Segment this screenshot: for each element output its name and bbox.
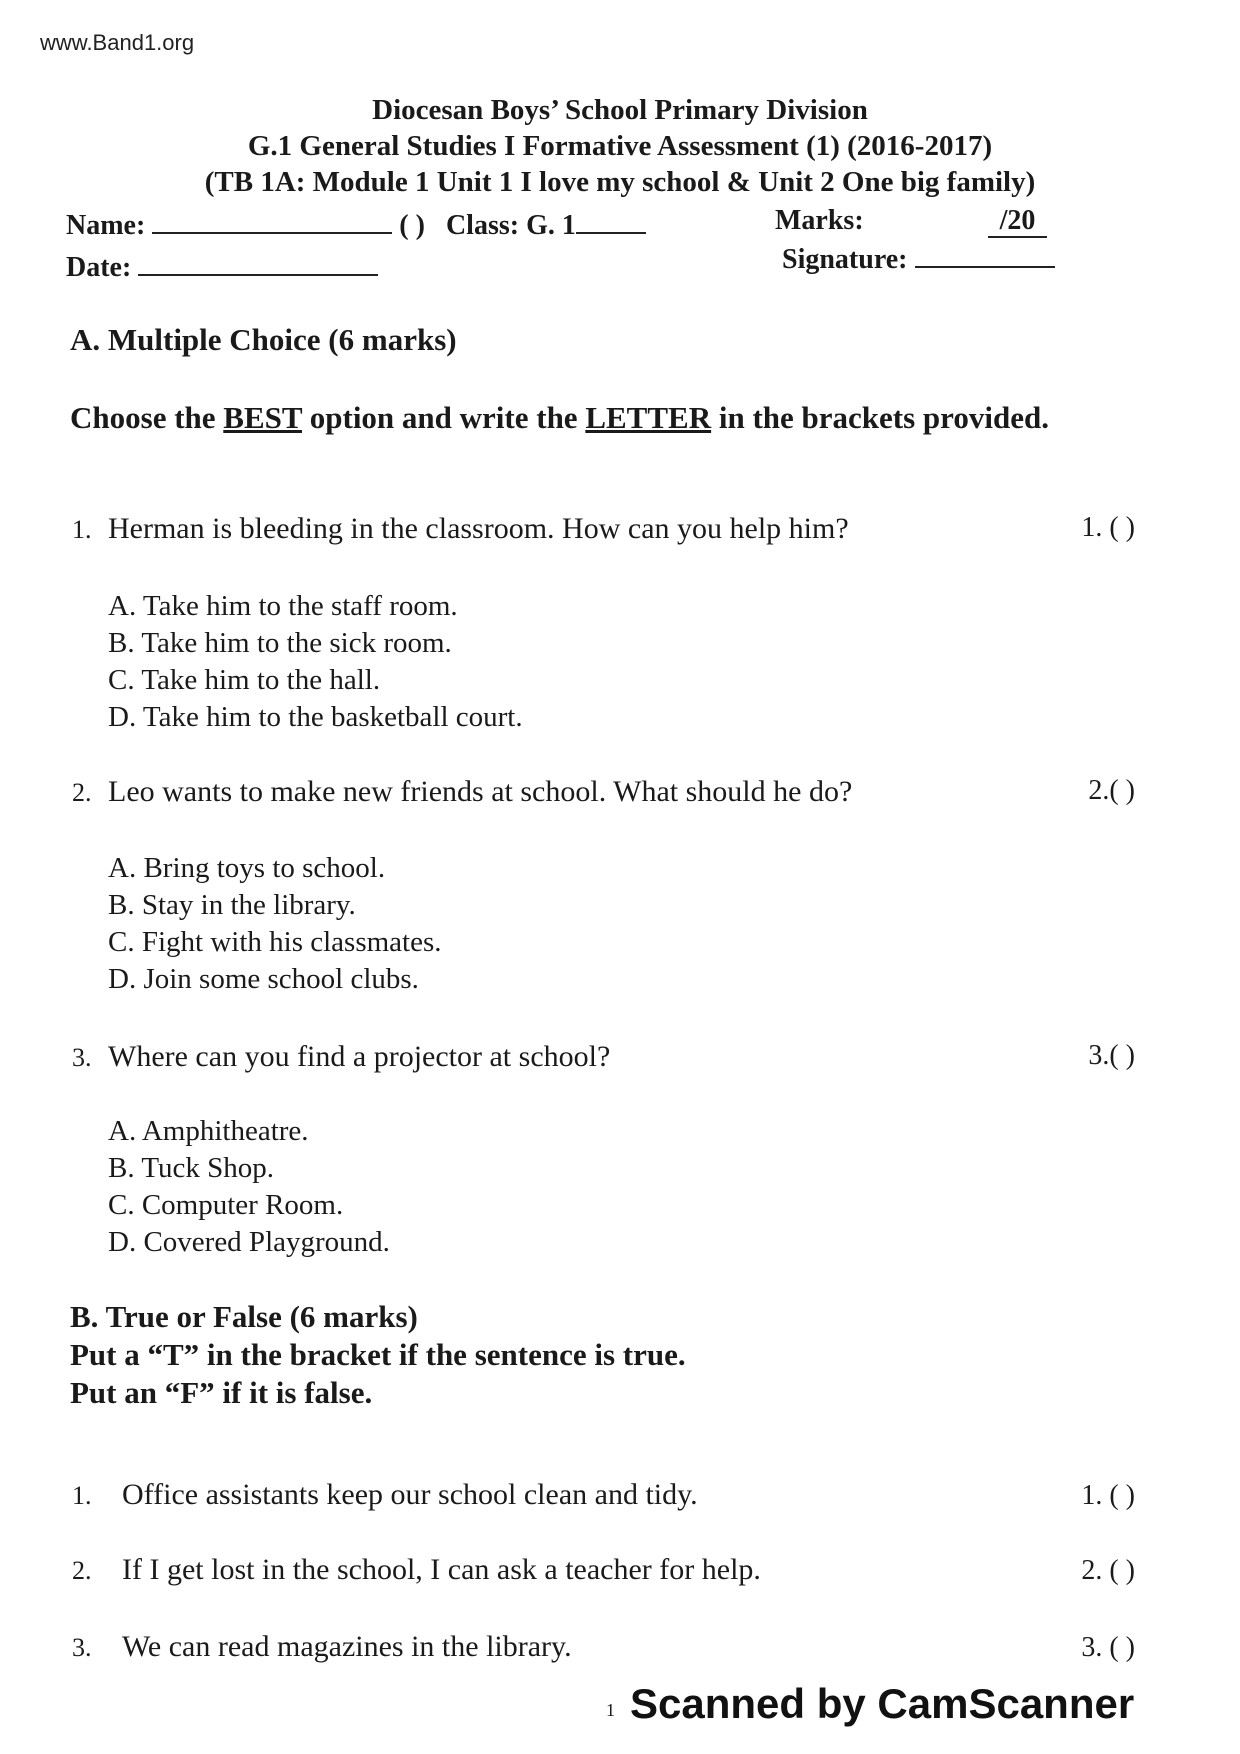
signature-line bbox=[915, 246, 1055, 268]
option-d: D. Join some school clubs. bbox=[108, 963, 419, 995]
option-d: D. Covered Playground. bbox=[108, 1226, 390, 1258]
class-line bbox=[576, 212, 646, 234]
date-field bbox=[66, 252, 378, 284]
camscanner-watermark: Scanned by CamScanner bbox=[630, 1680, 1135, 1727]
class-number-bracket: ( ) bbox=[399, 210, 425, 241]
name-label: Name: bbox=[66, 210, 146, 241]
question-1-options bbox=[108, 588, 523, 736]
option-b: B. Stay in the library. bbox=[108, 889, 356, 921]
option-b: B. Tuck Shop. bbox=[108, 1152, 275, 1184]
assessment-subtitle: (TB 1A: Module 1 Unit 1 I love my school & Unit 2 One big family) bbox=[204, 166, 1036, 198]
signature-field bbox=[782, 244, 1055, 276]
date-label: Date: bbox=[66, 252, 132, 283]
option-a: A. Bring toys to school. bbox=[108, 852, 386, 884]
tf-item-2: 2. If I get lost in the school, I can ask a teacher for help. bbox=[72, 1553, 761, 1586]
option-c: C. Take him to the hall. bbox=[108, 664, 381, 696]
tf-item-1: 1. Office assistants keep our school clean and tidy. bbox=[72, 1478, 698, 1511]
option-d: D. Take him to the basketball court. bbox=[108, 701, 523, 733]
question-3-options bbox=[108, 1113, 390, 1261]
class-label: Class: G. 1 bbox=[445, 210, 576, 241]
signature-label: Signature: bbox=[782, 244, 908, 275]
tf-answer-2[interactable]: 2. ( ) bbox=[1081, 1555, 1135, 1586]
tf-answer-1[interactable]: 1. ( ) bbox=[1081, 1480, 1135, 1511]
answer-bracket-3[interactable]: 3.( ) bbox=[1088, 1040, 1135, 1071]
option-c: C. Computer Room. bbox=[108, 1189, 344, 1221]
letter-emphasis: LETTER bbox=[585, 400, 712, 435]
tf-answer-3[interactable]: 3. ( ) bbox=[1081, 1632, 1135, 1663]
answer-bracket-1[interactable]: 1. ( ) bbox=[1081, 512, 1135, 543]
option-b: B. Take him to the sick room. bbox=[108, 627, 452, 659]
section-b-header bbox=[70, 1298, 686, 1412]
page-number: 1 bbox=[606, 1700, 615, 1720]
question-2: 2. Leo wants to make new friends at school. What should he do? bbox=[72, 775, 853, 808]
site-url: www.Band1.org bbox=[40, 30, 195, 55]
section-a-instruction: Choose the BEST option and write the LETTER in the brackets provided. bbox=[70, 400, 1049, 435]
assessment-title: G.1 General Studies I Formative Assessment (1) (2016-2017) bbox=[247, 130, 993, 162]
tf-item-3: 3. We can read magazines in the library. bbox=[72, 1630, 572, 1663]
section-b-line2: Put an “F” if it is false. bbox=[70, 1375, 373, 1410]
section-b-title: B. True or False (6 marks) bbox=[70, 1299, 418, 1334]
marks-field bbox=[775, 205, 1047, 237]
question-2-options bbox=[108, 850, 442, 998]
section-b-line1: Put a “T” in the bracket if the sentence is true. bbox=[70, 1337, 686, 1372]
date-line bbox=[138, 254, 378, 276]
option-a: A. Take him to the staff room. bbox=[108, 590, 458, 622]
option-c: C. Fight with his classmates. bbox=[108, 926, 442, 958]
option-a: A. Amphitheatre. bbox=[108, 1115, 309, 1147]
question-3: 3. Where can you find a projector at school? bbox=[72, 1040, 611, 1073]
marks-label: Marks: bbox=[775, 205, 864, 236]
marks-total: /20 bbox=[988, 205, 1048, 238]
name-line bbox=[152, 212, 392, 234]
school-name: Diocesan Boys’ School Primary Division bbox=[372, 94, 868, 126]
question-1: 1. Herman is bleeding in the classroom. How can you help him? bbox=[72, 512, 849, 545]
section-a-title: A. Multiple Choice (6 marks) bbox=[70, 322, 457, 357]
name-field bbox=[66, 210, 646, 242]
answer-bracket-2[interactable]: 2.( ) bbox=[1088, 775, 1135, 806]
best-emphasis: BEST bbox=[223, 400, 302, 435]
